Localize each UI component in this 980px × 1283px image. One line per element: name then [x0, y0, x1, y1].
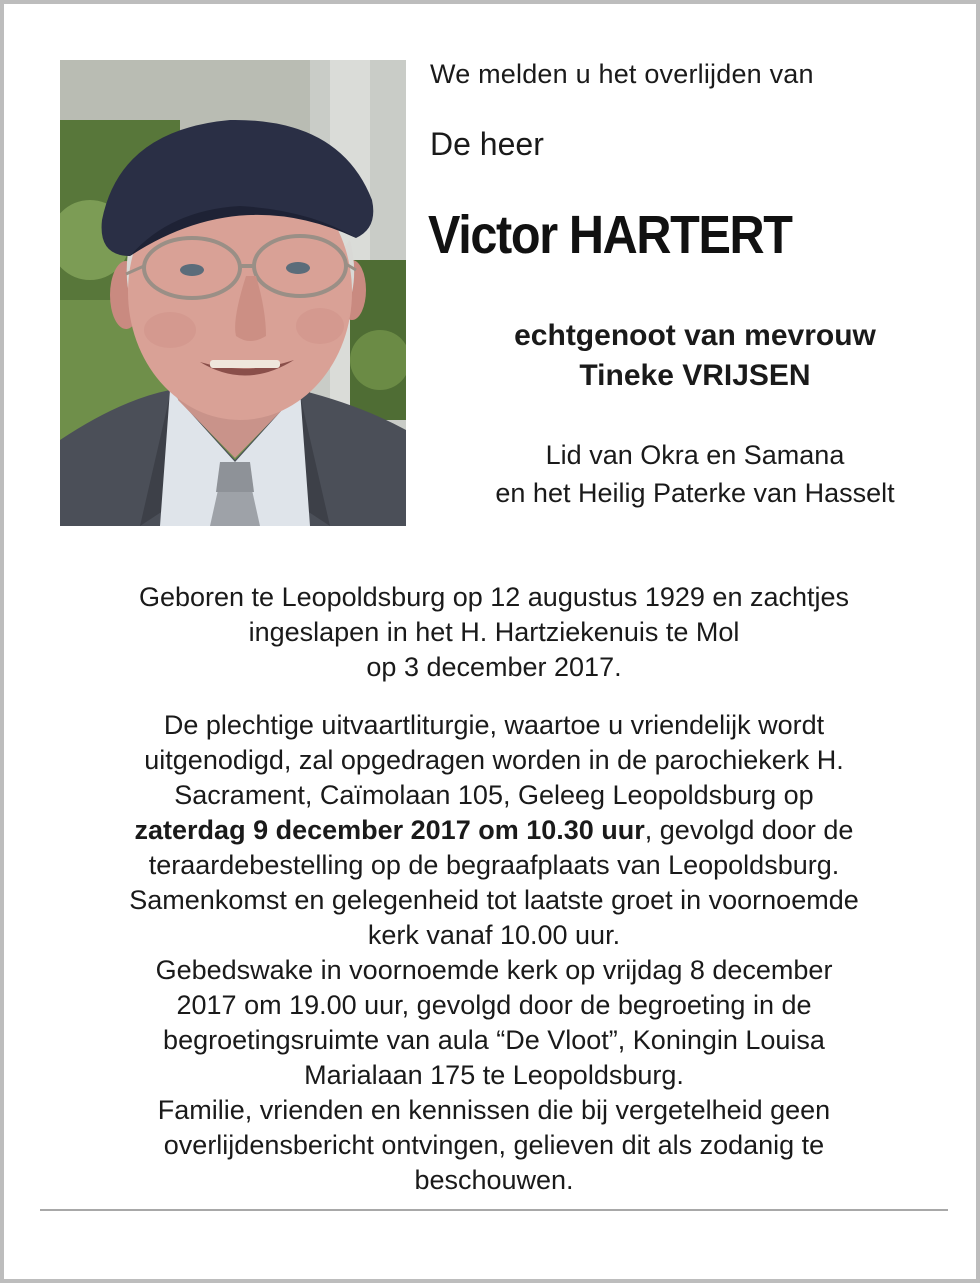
funeral-line-10: begroetingsruimte van aula “De Vloot”, Koningin Louisa	[163, 1025, 825, 1055]
deceased-name: Victor HARTERT	[428, 205, 792, 265]
funeral-paragraph	[44, 708, 944, 1198]
funeral-line-2: uitgenodigd, zal opgedragen worden in de parochiekerk H.	[144, 745, 844, 775]
spouse-line-1: echtgenoot van mevrouw	[514, 319, 876, 352]
funeral-date: zaterdag 9 december 2017 om 10.30 uur	[134, 815, 645, 845]
funeral-line-4	[44, 813, 944, 848]
portrait-photo	[60, 60, 406, 526]
honorific: De heer	[430, 126, 544, 162]
bottom-divider	[40, 1209, 948, 1211]
birth-death-paragraph	[44, 580, 944, 685]
membership-line-1: Lid van Okra en Samana	[545, 440, 845, 470]
funeral-line-12: Familie, vrienden en kennissen die bij vergetelheid geen	[157, 1095, 831, 1125]
birth-line-1: Geboren te Leopoldsburg op 12 augustus 1929 en zachtjes	[138, 582, 850, 612]
funeral-line-5: teraardebestelling op de begraafplaats van Leopoldsburg.	[148, 850, 840, 880]
birth-line-2: ingeslapen in het H. Hartziekenuis te Mol	[248, 617, 740, 647]
funeral-line-3: Sacrament, Caïmolaan 105, Geleeg Leopoldsburg op	[174, 780, 814, 810]
funeral-line-8: Gebedswake in voornoemde kerk op vrijdag 8 december	[155, 955, 833, 985]
funeral-line-4-rest: , gevolgd door de	[644, 815, 854, 845]
spouse-line-2: Tineke VRIJSEN	[579, 359, 811, 392]
spouse-block	[406, 316, 980, 396]
funeral-line-6: Samenkomst en gelegenheid tot laatste groet in voornoemde	[129, 885, 859, 915]
intro-text: We melden u het overlijden van	[430, 59, 814, 89]
funeral-line-1: De plechtige uitvaartliturgie, waartoe u vriendelijk wordt	[163, 710, 825, 740]
funeral-line-14: beschouwen.	[414, 1165, 574, 1195]
funeral-line-13: overlijdensbericht ontvingen, gelieven dit als zodanig te	[163, 1130, 825, 1160]
membership-block	[406, 436, 980, 512]
membership-line-2: en het Heilig Paterke van Hasselt	[495, 478, 895, 508]
funeral-line-9: 2017 om 19.00 uur, gevolgd door de begroeting in de	[176, 990, 812, 1020]
intro-block	[430, 56, 930, 92]
funeral-line-11: Marialaan 175 te Leopoldsburg.	[304, 1060, 684, 1090]
birth-line-3: op 3 december 2017.	[366, 652, 622, 682]
funeral-line-7: kerk vanaf 10.00 uur.	[367, 920, 621, 950]
